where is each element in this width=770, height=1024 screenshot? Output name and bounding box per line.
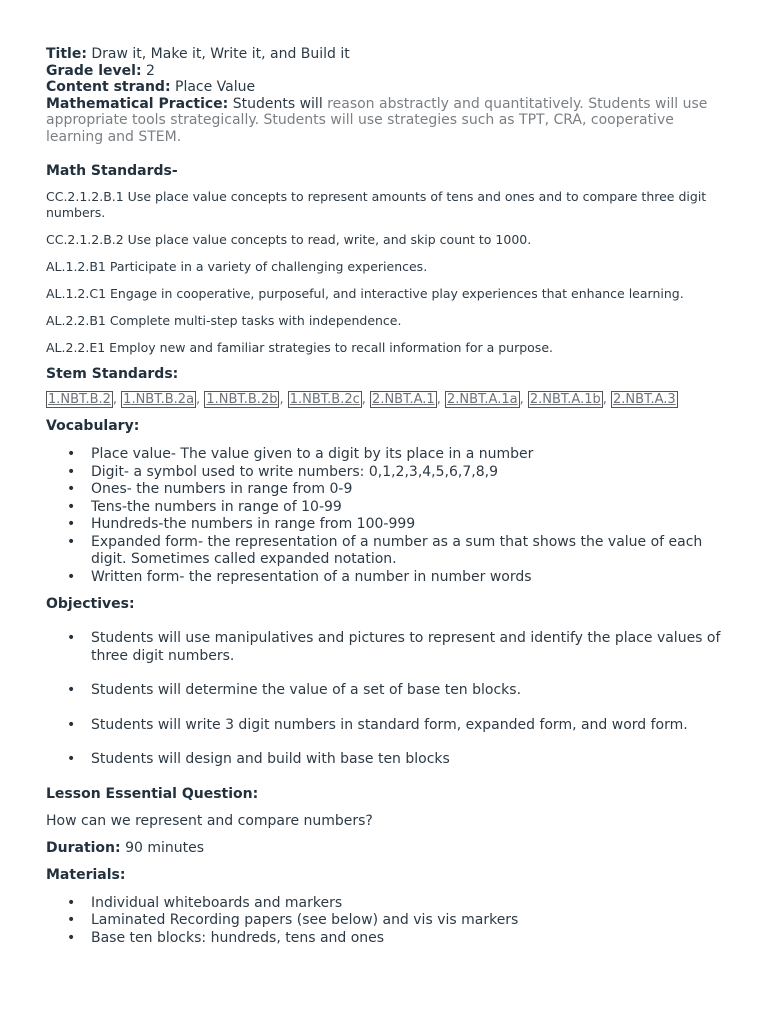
materials-item: • Individual whiteboards and markers [91, 895, 730, 913]
math-standards-heading: Math Standards- [46, 163, 178, 179]
materials-heading: Materials: [46, 866, 126, 883]
math-standard-item: AL.1.2.B1 Participate in a variety of challenging experiences. [46, 259, 428, 274]
math-standard-item: AL.2.2.B1 Complete multi-step tasks with independence. [46, 313, 402, 328]
grade-line [46, 63, 730, 80]
grade-value: 2 [146, 62, 155, 79]
stem-link[interactable]: 2.NBT.A.1a [446, 392, 518, 407]
objective-item: • Students will design and build with base ten blocks [91, 751, 730, 769]
header-block [46, 46, 730, 145]
objective-item: • Students will use manipulatives and pictures to represent and identify the place values of three digit numbers. [91, 630, 730, 665]
objectives-heading: Objectives: [46, 596, 135, 612]
practice-label: Mathematical Practice: [46, 95, 229, 112]
stem-link[interactable]: 2.NBT.A.3 [613, 392, 676, 407]
essential-question-text: How can we represent and compare numbers? [46, 812, 373, 829]
stem-link[interactable]: 1.NBT.B.2b [206, 392, 278, 407]
vocabulary-item: • Digit- a symbol used to write numbers: 0,1,2,3,4,5,6,7,8,9 [91, 464, 730, 482]
strand-line [46, 79, 730, 96]
vocabulary-item: • Tens-the numbers in range of 10-99 [91, 499, 730, 517]
stem-link[interactable]: 2.NBT.A.1b [529, 392, 601, 407]
duration-label: Duration: [46, 839, 121, 856]
stem-link[interactable]: 1.NBT.B.2c [289, 392, 360, 407]
math-standard-item: CC.2.1.2.B.1 Use place value concepts to represent amounts of tens and ones and to compare three digit numbers. [46, 189, 707, 220]
objective-item: • Students will write 3 digit numbers in standard form, expanded form, and word form. [91, 717, 730, 735]
vocabulary-item: • Ones- the numbers in range from 0-9 [91, 481, 730, 499]
vocabulary-heading: Vocabulary: [46, 418, 140, 434]
title-value: Draw it, Make it, Write it, and Build it [91, 46, 350, 62]
title-line [46, 46, 730, 63]
essential-question-heading: Lesson Essential Question: [46, 785, 259, 802]
vocabulary-item: • Place value- The value given to a digit by its place in a number [91, 446, 730, 464]
objective-item: • Students will determine the value of a set of base ten blocks. [91, 682, 730, 700]
stem-link[interactable]: 1.NBT.B.2a [123, 392, 195, 407]
materials-list [46, 895, 730, 948]
vocabulary-item: • Expanded form- the representation of a number as a sum that shows the value of each digit. Sometimes called expanded notation. [91, 534, 730, 569]
strand-value: Place Value [175, 79, 256, 95]
stem-standards-heading: Stem Standards: [46, 366, 179, 382]
duration-value: 90 minutes [125, 839, 205, 856]
stem-link[interactable]: 2.NBT.A.1 [372, 392, 435, 407]
math-standard-item: AL.1.2.C1 Engage in cooperative, purposeful, and interactive play experiences that enhance learning. [46, 286, 684, 301]
materials-item: • Laminated Recording papers (see below) and vis vis markers [91, 912, 730, 930]
practice-value-start: Students will [232, 95, 328, 112]
stem-standards-links: 1.NBT.B.2 , 1.NBT.B.2a , 1.NBT.B.2b , 1.NBT.B.2c , 2.NBT.A.1 , 2.NBT.A.1a , 2.NBT.A.1b , 2.NBT.A.3 [48, 392, 676, 407]
stem-link[interactable]: 1.NBT.B.2 [48, 392, 111, 407]
objectives-list [46, 630, 730, 769]
math-standard-item: CC.2.1.2.B.2 Use place value concepts to read, write, and skip count to 1000. [46, 232, 532, 247]
title-label: Title: [46, 46, 87, 62]
vocabulary-list [46, 446, 730, 586]
grade-label: Grade level: [46, 62, 142, 79]
materials-item: • Base ten blocks: hundreds, tens and ones [91, 930, 730, 948]
math-standard-item: AL.2.2.E1 Employ new and familiar strategies to recall information for a purpose. [46, 340, 553, 355]
duration-line [46, 840, 730, 856]
vocabulary-item: • Hundreds-the numbers in range from 100-999 [91, 516, 730, 534]
practice-line [46, 96, 730, 146]
vocabulary-item: • Written form- the representation of a number in number words [91, 569, 730, 587]
practice-value-rest: reason abstractly and quantitatively. Students will use appropriate tools strategically. Students will use strategies such as TPT, CRA, cooperative learning and STEM. [46, 95, 708, 145]
strand-label: Content strand: [46, 79, 171, 95]
